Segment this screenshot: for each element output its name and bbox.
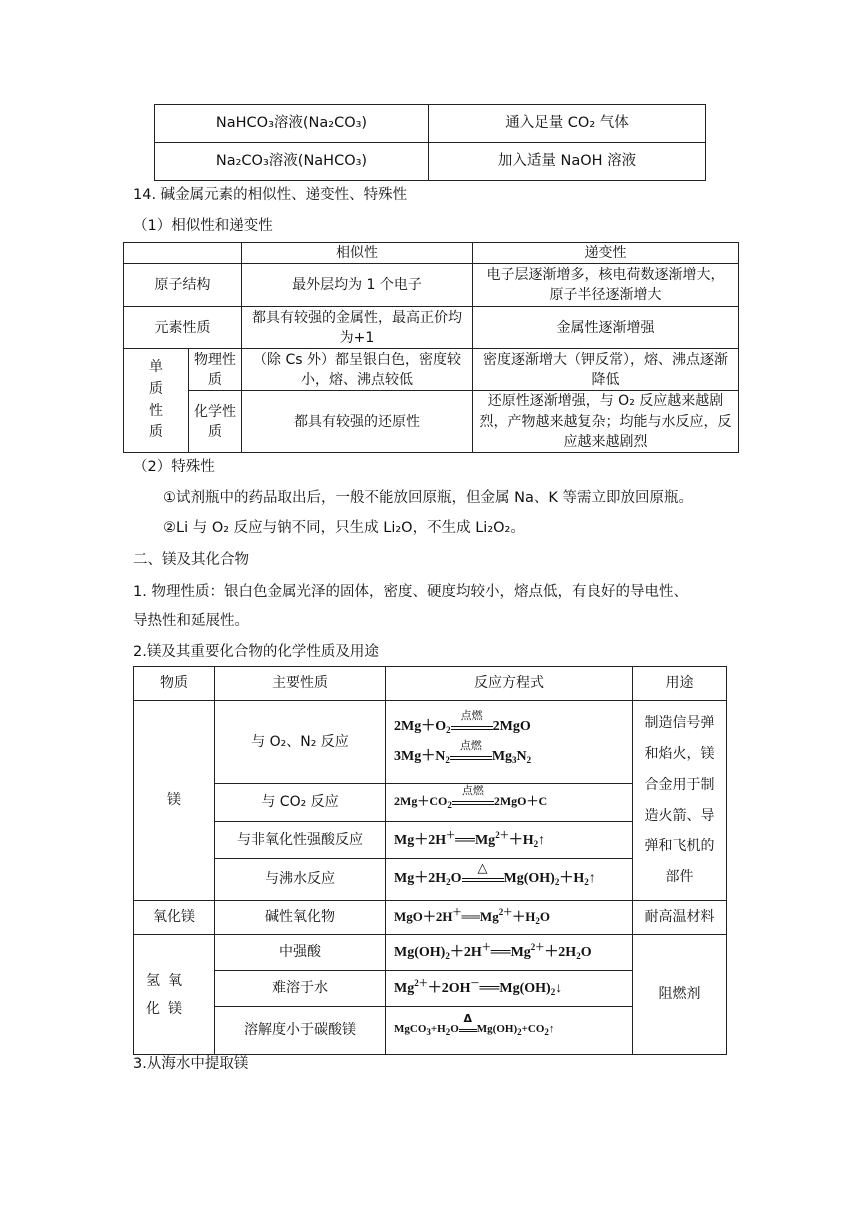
substance-mg: 镁 (134, 701, 215, 901)
table-cell (124, 243, 242, 264)
equation: $2Mg+O_2$ 点燃 2MgO (394, 708, 531, 735)
table-cell: 加入适量 NaOH 溶液 (429, 143, 706, 181)
subsection-1-title: （1）相似性和递变性 (133, 218, 273, 234)
use-cell: 耐高温材料 (633, 901, 727, 935)
property-cell: 与非氧化性强酸反应 (215, 822, 386, 859)
condition-mark (452, 783, 494, 805)
paragraph: ②Li 与 O₂ 反应与钠不同，只生成 Li₂O，不生成 Li₂O₂。 (163, 520, 525, 536)
condition-text: Δ (463, 1011, 473, 1025)
substance-label: 氢氧化镁 (146, 972, 190, 1017)
table-cell: 还原性逐渐增强，与 O₂ 反应越来越剧烈，产物越来越复杂；均能与水反应，反应越来越剧烈 (473, 391, 739, 453)
table-cell: 最外层均为 1 个电子 (242, 264, 473, 307)
column-header: 用途 (633, 667, 727, 701)
column-header: 反应方程式 (386, 667, 633, 701)
table-cell: 通入足量 CO₂ 气体 (429, 105, 706, 143)
condition-text: 点燃 (459, 739, 482, 752)
property-cell: 与 O₂、N₂ 反应 (215, 701, 386, 784)
equation-cell: $Mg+2H^+══Mg^{2+}+H_2↑$ (386, 822, 633, 859)
equation-cell: $Mg^{2+}+2OH^-══Mg(OH)_2↓$ (386, 971, 633, 1007)
condition-mark (462, 861, 504, 882)
equation-cell: $Mg+2H_2O$ △ $Mg(OH)_2+H_2↑$ (386, 859, 633, 901)
property-cell: 与 CO₂ 反应 (215, 784, 386, 822)
table-cell: 金属性逐渐增强 (473, 307, 739, 349)
row-label: 化学性质 (189, 391, 242, 453)
equation-cell: $MgCO_3+H_2O$ Δ $Mg(OH)_2+CO_2↑$ (386, 1007, 633, 1055)
column-header: 物质 (134, 667, 215, 701)
row-group-label (124, 349, 189, 453)
table-cell: （除 Cs 外）都呈银白色，密度较小，熔、沸点较低 (242, 349, 473, 391)
row-label: 元素性质 (124, 307, 242, 349)
table-cell: 密度逐渐增大（钾反常），熔、沸点逐渐降低 (473, 349, 739, 391)
table-cell: 都具有较强的还原性 (242, 391, 473, 453)
condition-mark (459, 1011, 477, 1032)
subsection-title: 2.镁及其重要化合物的化学性质及用途 (133, 644, 379, 660)
purification-table (154, 104, 706, 181)
subsection-2-title: （2）特殊性 (133, 459, 215, 475)
table-cell: Na₂CO₃溶液(NaHCO₃) (155, 143, 429, 181)
equation: $3Mg+N_2$ 点燃 $Mg_3N_2$ (394, 739, 532, 765)
table-cell: 都具有较强的金属性，最高正价均为+1 (242, 307, 473, 349)
paragraph: 导热性和延展性。 (133, 613, 249, 629)
subsection-title: 3.从海水中提取镁 (133, 1056, 249, 1072)
paragraph: 1. 物理性质：银白色金属光泽的固体，密度、硬度均较小，熔点低，有良好的导电性、 (133, 584, 688, 600)
section-14-title: 14. 碱金属元素的相似性、递变性、特殊性 (133, 187, 408, 203)
condition-text: △ (477, 861, 488, 877)
property-cell: 碱性氧化物 (215, 901, 386, 935)
use-cell: 制造信号弹和焰火，镁合金用于制造火箭、导弹和飞机的部件 (633, 701, 727, 901)
property-cell: 中强酸 (215, 935, 386, 971)
section-2-title: 二、镁及其化合物 (133, 552, 249, 568)
table-cell: NaHCO₃溶液(Na₂CO₃) (155, 105, 429, 143)
paragraph: ①试剂瓶中的药品取出后，一般不能放回原瓶，但金属 Na、K 等需立即放回原瓶。 (163, 490, 693, 506)
magnesium-table (133, 666, 727, 1055)
condition-text: 点燃 (460, 708, 483, 722)
substance-mgo: 氧化镁 (134, 901, 215, 935)
property-cell: 难溶于水 (215, 971, 386, 1007)
column-header: 主要性质 (215, 667, 386, 701)
substance-mgoh2 (134, 935, 215, 1055)
column-header: 递变性 (473, 243, 739, 264)
equation-cell: $MgO+2H^+══Mg^{2+}+H_2O$ (386, 901, 633, 935)
condition-mark (450, 739, 492, 760)
table-cell: 电子层逐渐增多，核电荷数逐渐增大，原子半径逐渐增大 (473, 264, 739, 307)
property-cell: 与沸水反应 (215, 859, 386, 901)
condition-text: 点燃 (461, 783, 484, 797)
equation-cell: $2Mg+CO_2$ 点燃 2MgO＋C (386, 784, 633, 822)
row-label: 物理性质 (189, 349, 242, 391)
alkali-metal-table (123, 242, 739, 453)
equation-cell: $Mg(OH)_2+2H^+══Mg^{2+}+2H_2O$ (386, 935, 633, 971)
condition-mark (451, 708, 493, 730)
property-cell: 溶解度小于碳酸镁 (215, 1007, 386, 1055)
use-cell: 阻燃剂 (633, 935, 727, 1055)
group-label-text: 单质性质 (149, 359, 163, 441)
equation-cell (386, 701, 633, 784)
column-header: 相似性 (242, 243, 473, 264)
row-label: 原子结构 (124, 264, 242, 307)
